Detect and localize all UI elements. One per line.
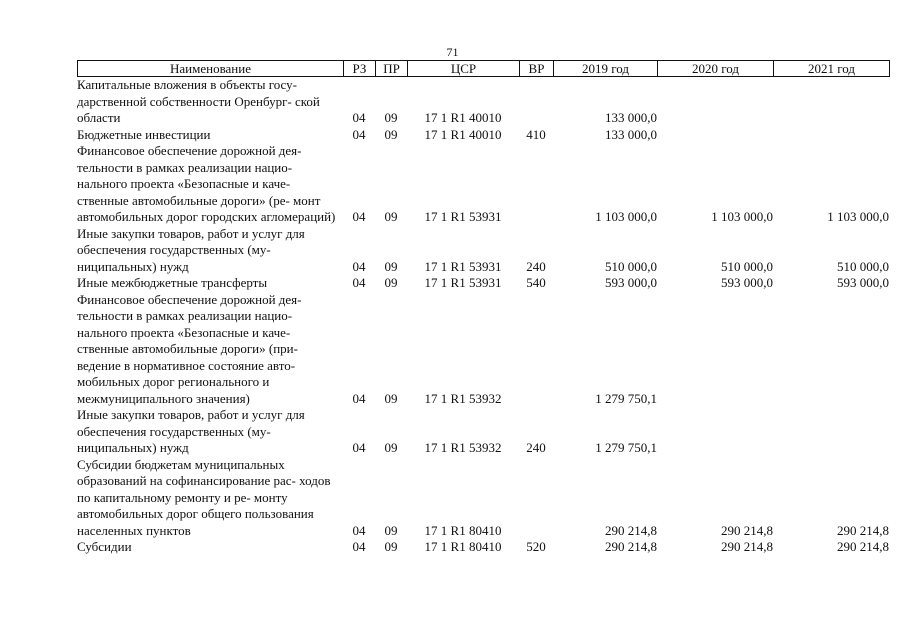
row-2021: 1 103 000,0 (827, 209, 889, 224)
header-2019: 2019 год (554, 61, 658, 77)
row-2020: 290 214,8 (721, 539, 773, 554)
page-number: 71 (446, 45, 459, 59)
row-vr: 240 (526, 440, 546, 455)
row-pr: 09 (384, 539, 398, 554)
row-2019: 133 000,0 (605, 110, 657, 125)
row-2021: 593 000,0 (837, 275, 889, 290)
row-rz: 04 (352, 110, 366, 125)
row-rz: 04 (352, 258, 366, 274)
row-2020: 593 000,0 (721, 275, 773, 290)
row-vr (519, 77, 553, 127)
row-2020 (657, 407, 773, 457)
table-row (77, 77, 889, 127)
row-name: Иные межбюджетные трансферты (77, 275, 268, 290)
row-2019: 290 214,8 (605, 522, 657, 538)
row-vr (519, 292, 553, 408)
row-name: Субсидии бюджетам муниципальных образований на софинансирование рас- ходов по капитальному ремонту и ре- монту автомобильных дорог общего пользования населенных пунктов (77, 456, 331, 538)
row-pr: 09 (384, 390, 398, 406)
row-pr: 09 (384, 522, 398, 538)
row-pr: 09 (384, 275, 398, 290)
row-rz: 04 (352, 440, 366, 455)
row-2019: 1 279 750,1 (595, 440, 657, 455)
row-vr: 410 (526, 126, 546, 142)
row-name: Бюджетные инвестиции (77, 126, 211, 142)
row-vr: 240 (526, 258, 546, 274)
row-csr: 17 1 R1 40010 (424, 110, 502, 125)
row-name: Субсидии (77, 539, 132, 554)
row-2020 (657, 77, 773, 127)
row-vr: 540 (526, 275, 546, 290)
header-2021: 2021 год (774, 61, 890, 77)
row-2020: 1 103 000,0 (711, 209, 773, 224)
row-2021 (773, 292, 889, 408)
row-2019: 593 000,0 (605, 275, 657, 290)
row-2019: 290 214,8 (605, 539, 657, 554)
row-2020 (657, 127, 773, 144)
row-2021: 290 214,8 (837, 539, 889, 554)
row-rz: 04 (352, 522, 366, 538)
table-row (77, 127, 889, 144)
table-row (77, 407, 889, 457)
row-2020 (657, 292, 773, 408)
row-csr: 17 1 R1 53932 (424, 390, 502, 406)
table-row (77, 226, 889, 276)
budget-table (77, 77, 889, 556)
row-csr: 17 1 R1 53931 (424, 209, 502, 224)
row-2021: 290 214,8 (837, 522, 889, 538)
table-row (77, 539, 889, 556)
header-pr: ПР (376, 61, 408, 77)
row-vr (519, 143, 553, 226)
row-2020: 290 214,8 (721, 522, 773, 538)
header-2020: 2020 год (658, 61, 774, 77)
row-rz: 04 (352, 390, 366, 406)
row-pr: 09 (384, 440, 398, 455)
row-name: Капитальные вложения в объекты госу- дарственной собственности Оренбург- ской области (77, 77, 320, 125)
row-csr: 17 1 R1 80410 (424, 539, 502, 554)
row-csr: 17 1 R1 53932 (424, 440, 502, 455)
row-rz: 04 (352, 126, 366, 142)
row-csr: 17 1 R1 53931 (424, 258, 502, 274)
row-2019: 1 103 000,0 (595, 209, 657, 224)
row-vr: 520 (526, 539, 546, 554)
row-2021 (773, 407, 889, 457)
row-2019: 1 279 750,1 (595, 390, 657, 406)
row-name: Иные закупки товаров, работ и услуг для обеспечения государственных (му- ниципальных) нужд (77, 225, 305, 274)
row-vr (519, 457, 553, 540)
row-csr: 17 1 R1 53931 (424, 275, 502, 290)
row-2021 (773, 127, 889, 144)
row-pr: 09 (384, 258, 398, 274)
row-rz: 04 (352, 209, 366, 224)
row-csr: 17 1 R1 40010 (424, 126, 502, 142)
header-name: Наименование (78, 61, 344, 77)
row-2021: 510 000,0 (837, 258, 889, 274)
row-name: Финансовое обеспечение дорожной дея- тельности в рамках реализации нацио- нального проекта «Безопасные и каче- ственные автомобильные дороги» (при- ведение в нормативное состояние авто- мобильных дорог регионального и межмуниципального значения) (77, 291, 302, 406)
row-csr: 17 1 R1 80410 (424, 522, 502, 538)
row-2019: 510 000,0 (605, 258, 657, 274)
table-row (77, 457, 889, 540)
row-rz: 04 (352, 539, 366, 554)
row-pr: 09 (384, 126, 398, 142)
table-row (77, 292, 889, 408)
row-2020: 510 000,0 (721, 258, 773, 274)
row-name: Финансовое обеспечение дорожной дея- тельности в рамках реализации нацио- нального проекта «Безопасные и каче- ственные автомобильные дороги» (ре- монт автомобильных дорог городских агломераций) (77, 143, 336, 224)
row-rz: 04 (352, 275, 366, 290)
header-vr: ВР (520, 61, 554, 77)
row-name: Иные закупки товаров, работ и услуг для обеспечения государственных (му- ниципальных) нужд (77, 407, 305, 455)
row-pr: 09 (384, 209, 398, 224)
row-2021 (773, 77, 889, 127)
table-row (77, 275, 889, 292)
table-row (77, 143, 889, 226)
header-rz: РЗ (344, 61, 376, 77)
table-header (77, 60, 890, 77)
row-pr: 09 (384, 110, 398, 125)
row-2019: 133 000,0 (605, 126, 657, 142)
header-csr: ЦСР (408, 61, 520, 77)
